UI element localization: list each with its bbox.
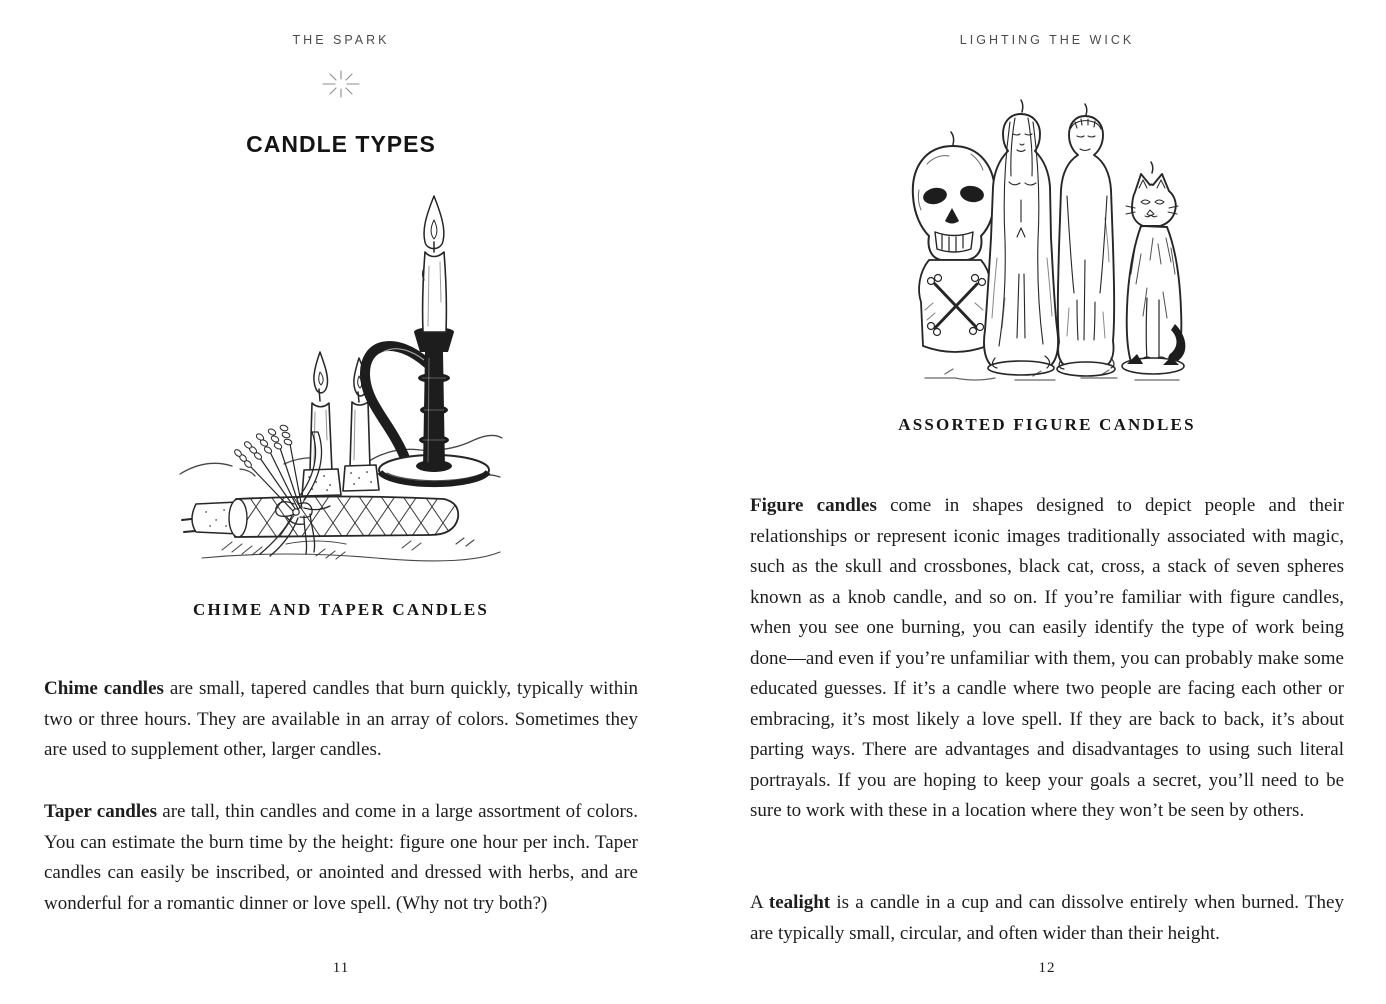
body-paragraph <box>44 797 638 919</box>
page-number-right: 12 <box>1038 960 1056 976</box>
left-page <box>44 0 638 1004</box>
illustration-caption-left: CHIME AND TAPER CANDLES <box>192 600 490 619</box>
paragraph-text: are tall, thin candles and come in a large assortment of colors. You can estimate the burn time by the height: figure one hour per inch. Taper candles can easily be inscribed, or anointed and dressed with herbs, and are wonderful for a romantic dinner or love spell. (Why not try both?) <box>44 801 638 914</box>
paragraph-prefix: A <box>750 892 769 913</box>
paragraph-text: are small, tapered candles that burn quickly, typically within two or three hours. They are available in an array of colors. Sometimes they are used to supplement other, larger candles. <box>44 678 638 760</box>
paragraph-lead: Figure candles <box>750 495 877 516</box>
body-paragraph <box>750 491 1344 827</box>
paragraph-lead: tealight <box>768 892 831 913</box>
running-header-right: LIGHTING THE WICK <box>959 33 1135 47</box>
right-page <box>750 0 1344 1004</box>
body-paragraph <box>44 674 638 766</box>
paragraph-text: come in shapes designed to depict people and their relationships or represent iconic images traditionally associated with magic, such as the skull and crossbones, black cat, cross, a stack of seven spheres known as a knob candle, and so on. If you’re familiar with figure candles, when you see one burning, you can easily identify the type of work being done—and even if you’re unfamiliar with them, you can probably make some educated guesses. If it’s a candle where two people are facing each other or embracing, it’s most likely a love spell. If they are back to back, it’s about parting ways. There are advantages and disadvantages to using such literal portrayals. If you are hoping to keep your goals a secret, you’ll need to be sure to work with these in a location where they won’t be seen by others. <box>750 495 1345 821</box>
running-header-left: THE SPARK <box>292 33 390 47</box>
chime-taper-illustration <box>166 182 516 567</box>
body-paragraph <box>750 888 1344 949</box>
paragraph-text: is a candle in a cup and can dissolve entirely when burned. They are typically small, circular, and often wider than their height. <box>750 892 1344 944</box>
illustration-caption-right: ASSORTED FIGURE CANDLES <box>898 415 1196 434</box>
page-title: CANDLE TYPES <box>246 131 436 157</box>
paragraph-lead: Chime candles <box>44 678 164 699</box>
figure-candles-illustration <box>885 88 1195 393</box>
paragraph-lead: Taper candles <box>44 801 157 822</box>
page-number-left: 11 <box>332 960 350 976</box>
sparkle-ornament-icon <box>319 64 363 109</box>
